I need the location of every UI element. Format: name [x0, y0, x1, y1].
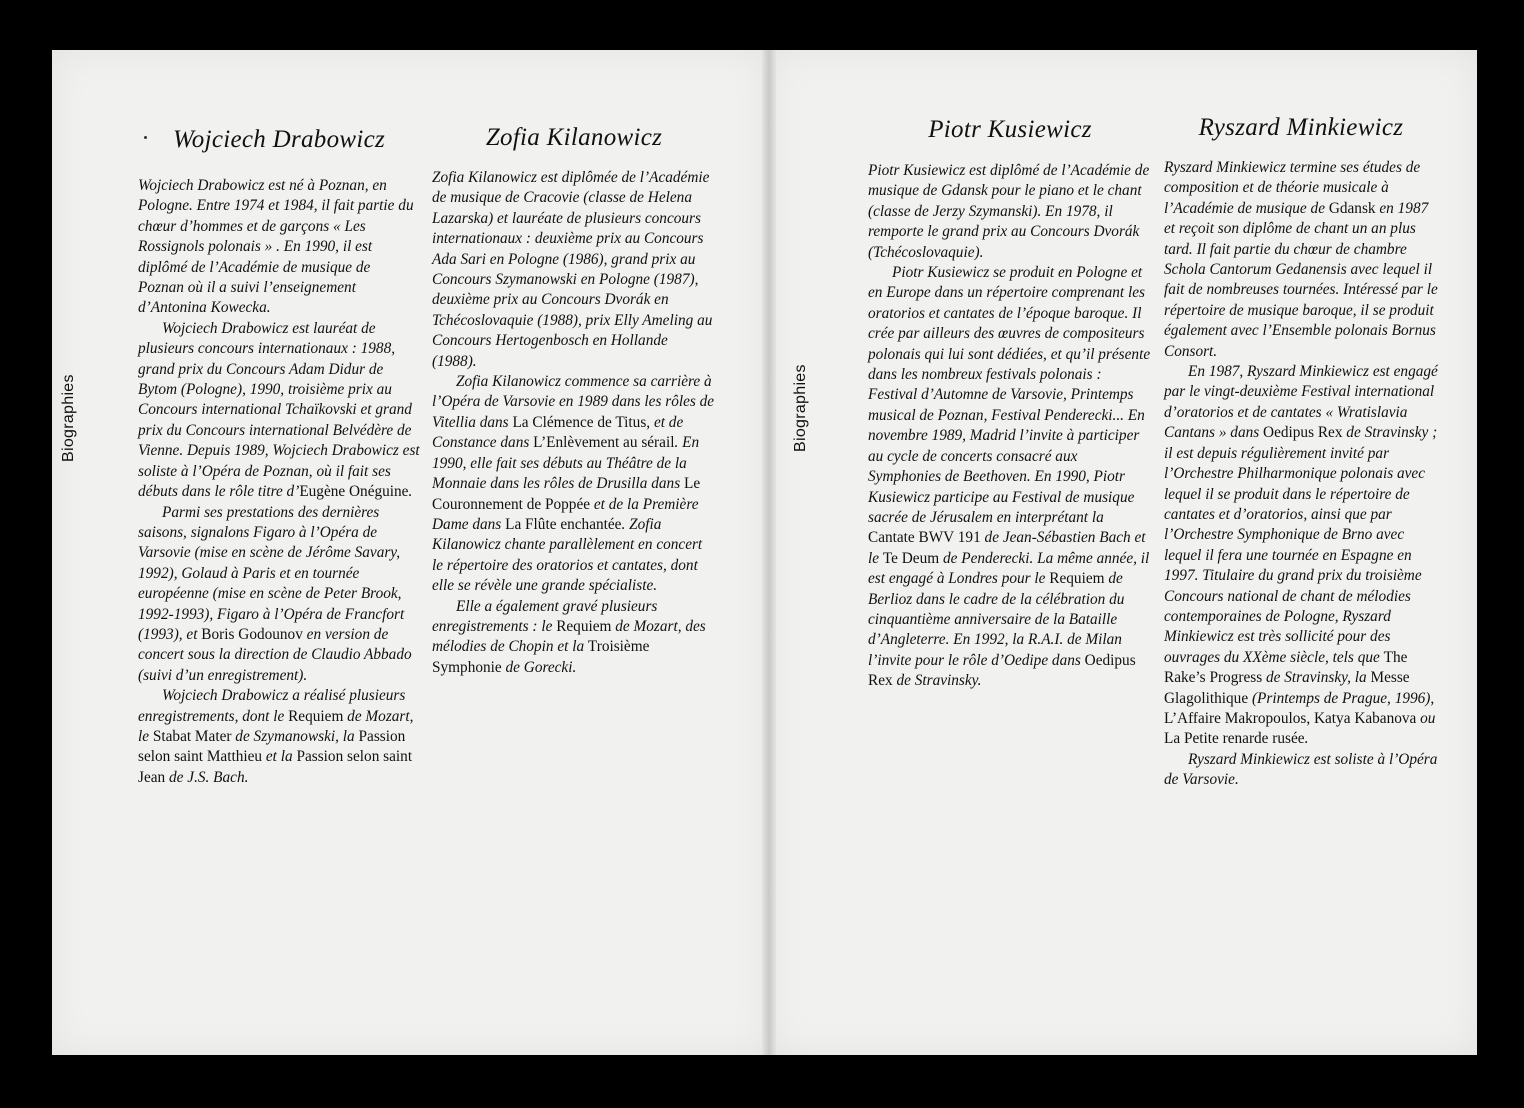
- work-title: The Rake’s Progress: [1164, 648, 1408, 687]
- bio-text: de Stravinsky.: [892, 672, 982, 690]
- bio-column-kilanowicz: [432, 124, 716, 678]
- bio-body: [1164, 158, 1438, 791]
- work-title: La Flûte enchantée: [505, 515, 622, 533]
- bio-text: .: [1304, 730, 1309, 748]
- work-title: Le Couronnement de Poppée: [432, 475, 701, 513]
- work-title: L’Affaire Makropoulos, Katya Kabanova: [1164, 709, 1417, 727]
- bio-text: , et de Constance dans: [432, 413, 684, 452]
- bio-paragraph: [138, 503, 420, 687]
- bio-text: Wojciech Drabowicz est lauréat de plusieurs concours internationaux : 1988, grand prix du Concours Adam Didur de Bytom (Pologne), 1990, troisième prix au Concours international Tchaïkovski et grand prix du Concours international Belvédère de Vienne. Depuis 1989, Wojciech Drabowicz est soliste à l’Opéra de Poznan, où il fait ses débuts dans le rôle titre d’: [138, 319, 420, 501]
- bio-text: de Penderecki. La même année, il est engagé à Londres pour le: [868, 549, 1150, 588]
- bio-text: en 1987 et reçoit son diplôme de chant un an plus tard. Il fait partie du chœur de chambre Schola Cantorum Gedanensis avec lequel il fait de nombreuses tournées. Intéressé par le répertoire de musique baroque, il se produit également avec l’Ensemble polonais Bornus Consort.: [1164, 199, 1438, 360]
- bio-text: En 1987, Ryszard Minkiewicz est engagé par le vingt-deuxième Festival international d’oratorios et de cantates « Wratislavia Cantans » dans: [1164, 363, 1438, 442]
- bio-text: Wojciech Drabowicz a réalisé plusieurs enregistrements, dont le: [138, 687, 406, 725]
- bio-body: [868, 161, 1152, 692]
- bio-column-drabowicz: [138, 126, 420, 788]
- bio-text: .: [408, 483, 413, 501]
- bio-column-minkiewicz: [1164, 114, 1438, 791]
- work-title: Eugène Onéguine: [299, 483, 409, 501]
- bio-text: . En 1990, elle fait ses débuts au Théâtre de la Monnaie dans les rôles de Drusilla dans: [432, 434, 700, 493]
- bio-text: de Stravinsky ; il est depuis régulièrement invité par l’Orchestre Philharmonique polonais avec lequel il se produit dans le répertoire de cantates et d’oratorios, ainsi que par l’Orchestre Symphonique de Brno avec lequel il fera une tournée en Espagne en 1997. Titulaire du grand prix du troisième Concours national de chant de mélodies contemporaines de Pologne, Ryszard Minkiewicz est très sollicité pour des ouvrages du XXème siècle, tels que: [1164, 424, 1438, 666]
- bio-text: Piotr Kusiewicz se produit en Pologne et en Europe dans un répertoire comprenant les oratorios et cantates de l’époque baroque. Il crée par ailleurs des œuvres de compositeurs polonais qui lui sont dédiées, et qu’il présente dans les nombreux festivals polonais : Festival d’Automne de Varsovie, Printemps musical de Poznan, Festival Penderecki... En novembre 1989, Madrid l’invite à participer au cycle de concerts consacré aux Symphonies de Beethoven. En 1990, Piotr Kusiewicz participe au Festival de musique sacrée de Jérusalem en interprétant la: [868, 264, 1151, 526]
- bio-text: Wojciech Drabowicz est né à Poznan, en Pologne. Entre 1974 et 1984, il fait partie du chœur d’hommes et de garçons « Les Rossignols polonais » . En 1990, il est diplômé de l’Académie de musique de Poznan où il a suivi l’enseignement d’Antonina Kowecka.: [138, 177, 414, 317]
- bio-paragraph: [1164, 750, 1438, 791]
- bio-text: de J.S. Bach.: [165, 768, 249, 786]
- bio-title: Zofia Kilanowicz: [485, 124, 663, 151]
- bio-body: [432, 168, 716, 678]
- side-label-right: Biographies: [792, 364, 809, 452]
- work-title: Gdansk: [1328, 199, 1376, 217]
- work-title: Stabat Mater: [152, 727, 232, 745]
- bio-text: . Zofia Kilanowicz chante parallèlement en concert le répertoire des oratorios et cantates, dont elle se révèle une grande spécialiste.: [432, 515, 703, 595]
- work-title: Requiem: [1049, 570, 1105, 588]
- bio-paragraph: [138, 686, 420, 788]
- bio-paragraph: [432, 372, 716, 596]
- bio-text: Zofia Kilanowicz commence sa carrière à l’Opéra de Varsovie en 1989 dans les rôles de Vitellia dans: [432, 373, 715, 431]
- bio-text: de Jean-Sébastien Bach et le: [868, 529, 1146, 567]
- bio-text: de Gorecki.: [501, 658, 577, 676]
- bio-column-kusiewicz: [868, 116, 1152, 692]
- bio-text: Piotr Kusiewicz est diplômé de l’Académie de musique de Gdansk pour le piano et le chant (classe de Jerzy Szymanski). En 1978, il remporte le grand prix au Concours Dvorák (Tchécoslovaquie).: [868, 162, 1150, 261]
- bio-text: en version de concert sous la direction de Claudio Abbado (suivi d’un enregistrement).: [138, 625, 412, 684]
- bio-paragraph: [138, 319, 420, 503]
- bio-text: de Berlioz dans le cadre de la célébration du cinquantième anniversaire de la Bataille d’Angleterre. En 1992, la R.A.I. de Milan l’invite pour le rôle d’Oedipe dans: [868, 570, 1125, 669]
- side-label-left: Biographies: [60, 374, 77, 462]
- bio-text: ou: [1416, 709, 1436, 727]
- bio-paragraph: [1164, 362, 1438, 750]
- work-title: Oedipus Rex: [1263, 424, 1343, 442]
- bio-text: et de la Première Dame dans: [432, 495, 699, 533]
- bio-text: Ryszard Minkiewicz termine ses études de composition et de théorie musicale à l’Académie de musique de: [1164, 159, 1421, 217]
- bio-title: Piotr Kusiewicz: [928, 116, 1092, 143]
- work-title: Requiem: [556, 617, 612, 635]
- bio-paragraph: [1164, 158, 1438, 362]
- bio-paragraph: [868, 161, 1152, 263]
- work-title: Passion selon saint Jean: [138, 748, 413, 786]
- bio-title: Ryszard Minkiewicz: [1198, 114, 1404, 141]
- work-title: Troisième Symphonie: [432, 638, 650, 676]
- bio-text: Elle a également gravé plusieurs enregistrements : le: [432, 597, 658, 635]
- bio-text: Zofia Kilanowicz est diplômée de l’Académie de musique de Cracovie (classe de Helena Lazarska) et lauréate de plusieurs concours internationaux : deuxième prix au Concours Ada Sari en Pologne (1986), grand prix au Concours Szymanowski en Pologne (1987), deuxième prix au Concours Dvorák en Tchécoslovaquie (1988), prix Elly Ameling au Concours Hertogenbosch en Hollande (1988).: [432, 169, 713, 370]
- bio-title: Wojciech Drabowicz: [172, 126, 386, 153]
- bio-text: Ryszard Minkiewicz est soliste à l’Opéra de Varsovie.: [1164, 750, 1438, 789]
- work-title: Oedipus Rex: [868, 651, 1136, 690]
- work-title: L’Enlèvement au sérail: [533, 434, 675, 452]
- bio-paragraph: [868, 263, 1152, 692]
- bio-text: de Mozart, des mélodies de Chopin et la: [432, 617, 706, 656]
- work-title: Te Deum: [882, 549, 940, 567]
- bio-paragraph: [138, 176, 420, 319]
- work-title: Passion selon saint Matthieu: [138, 727, 406, 766]
- work-title: La Clémence de Titus: [512, 413, 647, 431]
- bio-paragraph: [432, 597, 716, 679]
- bio-text: (Printemps de Prague, 1996),: [1248, 689, 1435, 707]
- work-title: Requiem: [288, 707, 344, 725]
- work-title: Boris Godounov: [201, 625, 303, 643]
- book-gutter: [762, 50, 776, 1055]
- bio-text: de Stravinsky, la: [1262, 669, 1371, 687]
- bio-text: de Szymanowski, la: [231, 727, 359, 745]
- bio-body: [138, 176, 420, 788]
- bio-text: et la: [262, 748, 297, 766]
- bio-text: de Mozart, le: [138, 707, 414, 745]
- bio-text: Parmi ses prestations des dernières saisons, signalons Figaro à l’Opéra de Varsovie (mise en scène de Jérôme Savary, 1992), Golaud à Paris et en tournée européenne (mise en scène de Peter Brook, 1992-1993), Figaro à l’Opéra de Francfort (1993), et: [138, 503, 405, 643]
- work-title: Messe Glagolithique: [1164, 669, 1410, 707]
- bio-paragraph: [432, 168, 716, 372]
- work-title: Cantate BWV 191: [868, 529, 981, 547]
- work-title: La Petite renarde rusée: [1164, 730, 1305, 748]
